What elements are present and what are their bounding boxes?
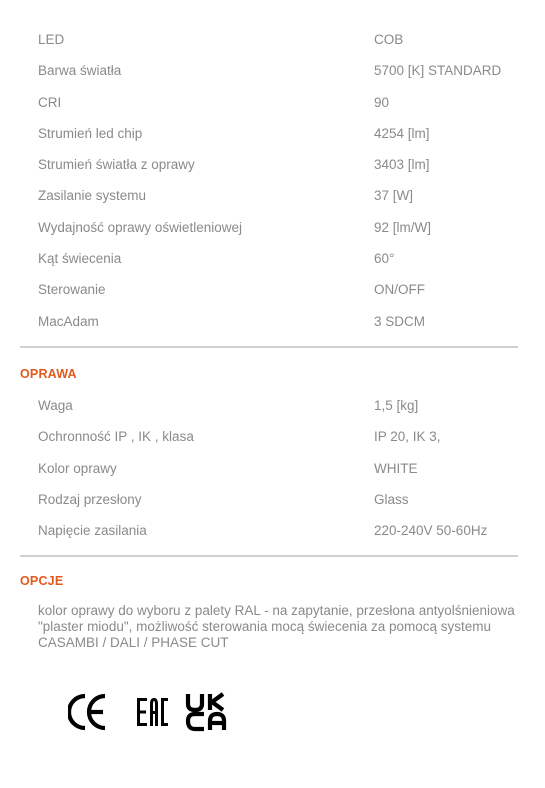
ukca-mark-icon <box>188 694 224 730</box>
spec-row <box>0 243 545 274</box>
spec-value: 60° <box>374 251 395 267</box>
spec-label: MacAdam <box>38 313 99 329</box>
section-title-oprawa: OPRAWA <box>20 367 77 381</box>
spec-label: Rodzaj przesłony <box>38 491 142 507</box>
spec-value: COB <box>374 32 404 47</box>
spec-row <box>0 390 545 421</box>
spec-row <box>0 55 545 86</box>
spec-value: 37 [W] <box>374 188 414 204</box>
spec-row <box>0 87 545 118</box>
spec-label: Napięcie zasilania <box>38 523 147 539</box>
certification-marks-graphic <box>68 692 238 732</box>
spec-row <box>0 515 545 546</box>
spec-value: WHITE <box>374 460 418 476</box>
spec-value: 92 [lm/W] <box>374 219 432 235</box>
section-divider <box>20 346 518 348</box>
section-divider <box>20 555 518 557</box>
spec-value: 3 SDCM <box>374 313 426 329</box>
spec-value: 3403 [lm] <box>374 157 430 173</box>
spec-label: LED <box>38 32 65 47</box>
spec-label: Sterowanie <box>38 282 106 298</box>
section-title-opcje: OPCJE <box>20 574 64 588</box>
spec-row <box>0 118 545 149</box>
spec-row <box>0 453 545 484</box>
spec-label: Strumień led chip <box>38 125 143 141</box>
spec-label: Strumień światła z oprawy <box>38 157 195 173</box>
led-spec-table <box>0 24 545 337</box>
spec-row <box>0 484 545 515</box>
spec-row <box>0 212 545 243</box>
spec-label: Ochronność IP , IK , klasa <box>38 429 194 445</box>
spec-label: Kolor oprawy <box>38 460 117 476</box>
spec-row <box>0 421 545 452</box>
spec-row <box>0 274 545 305</box>
spec-row <box>0 180 545 211</box>
spec-row <box>0 24 545 55</box>
spec-value: ON/OFF <box>374 282 425 298</box>
spec-value: 90 <box>374 94 390 110</box>
spec-label: Zasilanie systemu <box>38 188 147 204</box>
spec-label: Wydajność oprawy oświetleniowej <box>38 219 242 235</box>
spec-value: 4254 [lm] <box>374 125 430 141</box>
oprawa-spec-table <box>0 390 545 546</box>
spec-row <box>0 306 545 337</box>
spec-value: 1,5 [kg] <box>374 398 419 413</box>
spec-label: CRI <box>38 94 62 110</box>
spec-value: IP 20, IK 3, <box>374 429 441 445</box>
spec-value: 220-240V 50-60Hz <box>374 523 488 539</box>
options-description: kolor oprawy do wyboru z palety RAL - na zapytanie, przesłona antyolśnieniowa "plaster miodu", możliwość sterowania mocą świecenia za pomocą systemu CASAMBI / DALI / PHASE CUT <box>38 603 515 650</box>
eac-mark-icon <box>137 698 168 726</box>
spec-label: Barwa światła <box>38 63 122 79</box>
spec-value: 5700 [K] STANDARD <box>374 63 502 79</box>
ce-mark-icon <box>69 696 105 728</box>
spec-label: Waga <box>38 398 73 413</box>
spec-label: Kąt świecenia <box>38 251 122 267</box>
spec-value: Glass <box>374 491 409 507</box>
spec-row <box>0 149 545 180</box>
certification-marks <box>68 692 238 732</box>
